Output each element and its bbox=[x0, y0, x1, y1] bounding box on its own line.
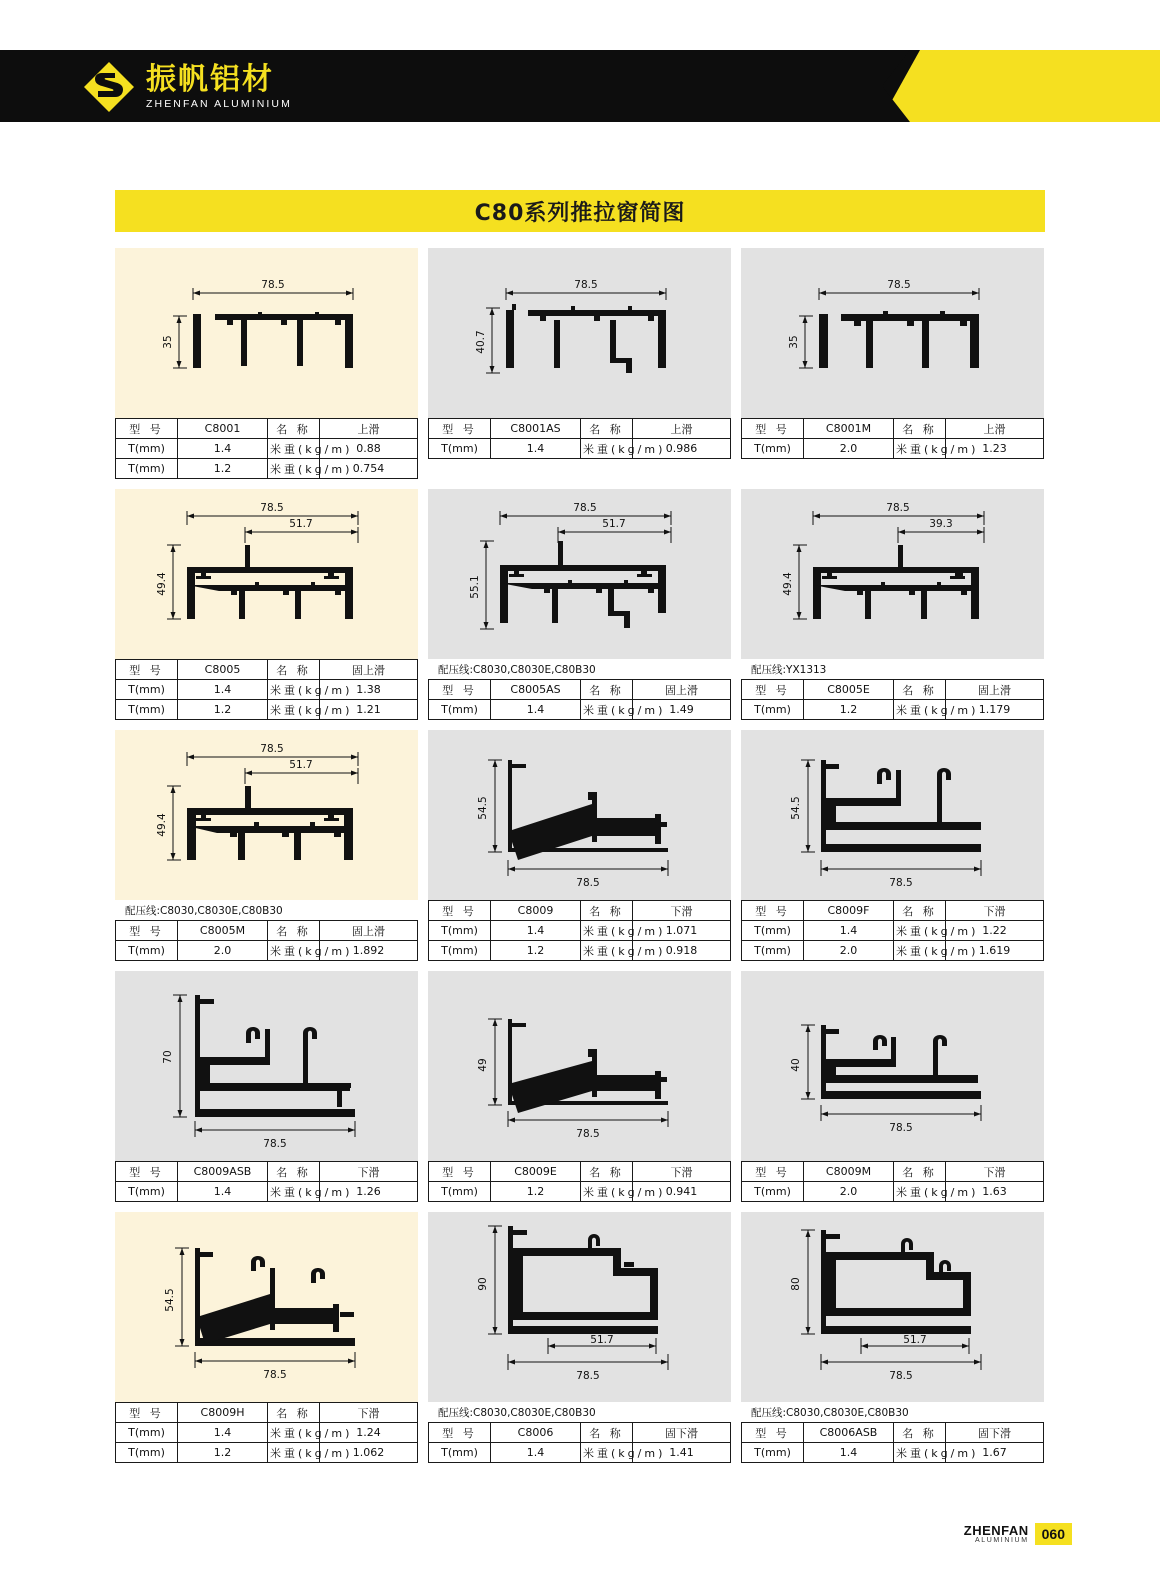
label-thickness: T(mm) bbox=[742, 1182, 804, 1202]
table-row bbox=[116, 1423, 418, 1443]
dim-width-c8001m: 78.5 bbox=[887, 279, 911, 291]
profile-drawing-c8005 bbox=[115, 489, 418, 659]
label-thickness: T(mm) bbox=[116, 1443, 178, 1463]
label-name: 名 称 bbox=[894, 419, 946, 439]
spec-table-c8009m bbox=[741, 1161, 1044, 1202]
value-thickness: 1.4 bbox=[491, 1443, 581, 1463]
value-model: C8009H bbox=[178, 1403, 268, 1423]
value-weight: 1.619 bbox=[946, 941, 1044, 961]
table-row bbox=[429, 1182, 731, 1202]
dim-width-c8009h: 78.5 bbox=[263, 1369, 287, 1381]
dim-height-c8001: 35 bbox=[162, 335, 174, 349]
profile-drawing-c8001m bbox=[741, 248, 1044, 418]
table-row bbox=[742, 419, 1044, 439]
dim-height-c8009e: 49 bbox=[477, 1058, 489, 1072]
label-model: 型 号 bbox=[116, 921, 178, 941]
table-row bbox=[116, 921, 418, 941]
table-row bbox=[116, 419, 418, 439]
label-model: 型 号 bbox=[742, 1423, 804, 1443]
label-weight: 米重(kg/m) bbox=[894, 941, 946, 961]
dim-width-c8005: 78.5 bbox=[260, 502, 284, 514]
brand-name-cn: 振帆铝材 bbox=[146, 62, 274, 98]
label-model: 型 号 bbox=[429, 1162, 491, 1182]
label-weight: 米重(kg/m) bbox=[268, 1443, 320, 1463]
table-row bbox=[742, 680, 1044, 700]
dim-height-c8006asb: 80 bbox=[790, 1277, 802, 1291]
value-name: 下滑 bbox=[633, 901, 731, 921]
dim-inner-c8005e: 39.3 bbox=[929, 518, 953, 530]
label-name: 名 称 bbox=[268, 660, 320, 680]
label-weight: 米重(kg/m) bbox=[581, 941, 633, 961]
dim-width-c8006: 78.5 bbox=[576, 1370, 600, 1382]
table-row bbox=[116, 439, 418, 459]
value-model: C8005AS bbox=[491, 680, 581, 700]
table-row bbox=[116, 941, 418, 961]
table-row bbox=[429, 1162, 731, 1182]
label-model: 型 号 bbox=[116, 1162, 178, 1182]
label-weight: 米重(kg/m) bbox=[894, 921, 946, 941]
value-weight: 0.986 bbox=[633, 439, 731, 459]
label-model: 型 号 bbox=[116, 1403, 178, 1423]
value-name: 固下滑 bbox=[946, 1423, 1044, 1443]
value-weight: 0.88 bbox=[320, 439, 418, 459]
label-model: 型 号 bbox=[742, 419, 804, 439]
value-name: 下滑 bbox=[320, 1162, 418, 1182]
profile-card-c8006 bbox=[428, 1212, 731, 1463]
table-row bbox=[116, 680, 418, 700]
label-name: 名 称 bbox=[581, 419, 633, 439]
value-name: 固上滑 bbox=[946, 680, 1044, 700]
table-row bbox=[742, 1423, 1044, 1443]
profile-card-c8009asb bbox=[115, 971, 418, 1202]
dim-inner-c8006: 51.7 bbox=[590, 1334, 614, 1346]
label-name: 名 称 bbox=[268, 1403, 320, 1423]
dim-inner-c8006asb: 51.7 bbox=[903, 1334, 927, 1346]
dim-height-c8009asb: 70 bbox=[162, 1050, 174, 1064]
value-name: 上滑 bbox=[946, 419, 1044, 439]
value-weight: 0.918 bbox=[633, 941, 731, 961]
pressline-c8006asb: 配压线:C8030,C8030E,C80B30 bbox=[741, 1402, 1044, 1422]
profile-drawing-c8009asb bbox=[115, 971, 418, 1161]
label-weight: 米重(kg/m) bbox=[581, 1182, 633, 1202]
profile-card-c8005as bbox=[428, 489, 731, 720]
value-weight: 1.22 bbox=[946, 921, 1044, 941]
dim-height-c8005m: 49.4 bbox=[156, 813, 168, 837]
value-model: C8006ASB bbox=[804, 1423, 894, 1443]
label-thickness: T(mm) bbox=[116, 1423, 178, 1443]
label-thickness: T(mm) bbox=[742, 941, 804, 961]
label-thickness: T(mm) bbox=[116, 439, 178, 459]
table-row bbox=[742, 1162, 1044, 1182]
profile-card-c8009 bbox=[428, 730, 731, 961]
label-weight: 米重(kg/m) bbox=[894, 1443, 946, 1463]
dim-inner-c8005: 51.7 bbox=[289, 518, 313, 530]
dim-width-c8001as: 78.5 bbox=[574, 279, 598, 291]
label-thickness: T(mm) bbox=[116, 1182, 178, 1202]
table-row bbox=[116, 660, 418, 680]
label-name: 名 称 bbox=[894, 1162, 946, 1182]
label-weight: 米重(kg/m) bbox=[581, 921, 633, 941]
value-name: 上滑 bbox=[320, 419, 418, 439]
value-thickness: 1.4 bbox=[178, 680, 268, 700]
spec-table-c8001m bbox=[741, 418, 1044, 459]
label-name: 名 称 bbox=[268, 419, 320, 439]
table-row bbox=[116, 700, 418, 720]
value-weight: 1.062 bbox=[320, 1443, 418, 1463]
value-thickness: 2.0 bbox=[804, 1182, 894, 1202]
label-thickness: T(mm) bbox=[429, 1182, 491, 1202]
profile-drawing-c8001 bbox=[115, 248, 418, 418]
label-model: 型 号 bbox=[116, 660, 178, 680]
profile-drawing-c8005e bbox=[741, 489, 1044, 659]
label-thickness: T(mm) bbox=[742, 1443, 804, 1463]
value-weight: 1.24 bbox=[320, 1423, 418, 1443]
profile-row bbox=[115, 730, 1045, 961]
table-row bbox=[429, 901, 731, 921]
spec-table-c8001as bbox=[428, 418, 731, 459]
label-weight: 米重(kg/m) bbox=[268, 941, 320, 961]
label-thickness: T(mm) bbox=[429, 921, 491, 941]
value-model: C8005M bbox=[178, 921, 268, 941]
value-thickness: 1.4 bbox=[178, 1423, 268, 1443]
page-title-text: C80系列推拉窗简图 bbox=[474, 200, 686, 226]
value-name: 固上滑 bbox=[320, 660, 418, 680]
label-weight: 米重(kg/m) bbox=[268, 459, 320, 479]
brand-logo bbox=[82, 58, 292, 116]
value-model: C8009E bbox=[491, 1162, 581, 1182]
label-thickness: T(mm) bbox=[429, 941, 491, 961]
profile-card-c8006asb bbox=[741, 1212, 1044, 1463]
spec-table-c8005 bbox=[115, 659, 418, 720]
value-thickness: 1.2 bbox=[491, 941, 581, 961]
dim-width-c8005m: 78.5 bbox=[260, 743, 284, 755]
profile-grid bbox=[115, 248, 1045, 1473]
profile-drawing-c8005m bbox=[115, 730, 418, 900]
value-name: 下滑 bbox=[320, 1403, 418, 1423]
spec-table-c8009f bbox=[741, 900, 1044, 961]
value-thickness: 1.4 bbox=[491, 700, 581, 720]
label-weight: 米重(kg/m) bbox=[581, 700, 633, 720]
value-weight: 1.49 bbox=[633, 700, 731, 720]
dim-height-c8009m: 40 bbox=[790, 1058, 802, 1072]
value-weight: 1.63 bbox=[946, 1182, 1044, 1202]
pressline-c8006: 配压线:C8030,C8030E,C80B30 bbox=[428, 1402, 731, 1422]
profile-card-c8009f bbox=[741, 730, 1044, 961]
page-header bbox=[0, 0, 1160, 140]
dim-height-c8009f: 54.5 bbox=[790, 796, 802, 820]
label-weight: 米重(kg/m) bbox=[268, 700, 320, 720]
value-model: C8009ASB bbox=[178, 1162, 268, 1182]
label-thickness: T(mm) bbox=[742, 921, 804, 941]
spec-table-c8006asb bbox=[741, 1422, 1044, 1463]
value-name: 下滑 bbox=[946, 1162, 1044, 1182]
dim-inner-c8005m: 51.7 bbox=[289, 759, 313, 771]
profile-card-c8005e bbox=[741, 489, 1044, 720]
profile-row bbox=[115, 1212, 1045, 1463]
label-name: 名 称 bbox=[268, 921, 320, 941]
pressline-c8005as: 配压线:C8030,C8030E,C80B30 bbox=[428, 659, 731, 679]
dim-width-c8005e: 78.5 bbox=[886, 502, 910, 514]
footer-brand-name: ZHENFAN bbox=[963, 1522, 1029, 1538]
dim-width-c8005as: 78.5 bbox=[573, 502, 597, 514]
profile-row bbox=[115, 971, 1045, 1202]
value-weight: 0.754 bbox=[320, 459, 418, 479]
pressline-c8005e: 配压线:YX1313 bbox=[741, 659, 1044, 679]
profile-card-c8001as bbox=[428, 248, 731, 479]
value-name: 固上滑 bbox=[633, 680, 731, 700]
profile-card-c8009h bbox=[115, 1212, 418, 1463]
spec-table-c8005as bbox=[428, 679, 731, 720]
value-model: C8005 bbox=[178, 660, 268, 680]
value-model: C8001 bbox=[178, 419, 268, 439]
profile-card-c8009e bbox=[428, 971, 731, 1202]
dim-width-c8009asb: 78.5 bbox=[263, 1138, 287, 1150]
table-row bbox=[429, 1443, 731, 1463]
dim-width-c8009e: 78.5 bbox=[576, 1128, 600, 1140]
spec-table-c8005m bbox=[115, 920, 418, 961]
value-weight: 1.41 bbox=[633, 1443, 731, 1463]
table-row bbox=[116, 459, 418, 479]
profile-card-c8009m bbox=[741, 971, 1044, 1202]
page-number: 060 bbox=[1035, 1523, 1072, 1545]
dim-height-c8009: 54.5 bbox=[477, 796, 489, 820]
value-name: 下滑 bbox=[633, 1162, 731, 1182]
label-weight: 米重(kg/m) bbox=[894, 439, 946, 459]
header-yellow-band bbox=[880, 50, 1160, 122]
label-thickness: T(mm) bbox=[116, 680, 178, 700]
value-weight: 1.26 bbox=[320, 1182, 418, 1202]
table-row bbox=[742, 901, 1044, 921]
label-weight: 米重(kg/m) bbox=[581, 1443, 633, 1463]
profile-row bbox=[115, 489, 1045, 720]
profile-drawing-c8009 bbox=[428, 730, 731, 900]
value-name: 下滑 bbox=[946, 901, 1044, 921]
label-weight: 米重(kg/m) bbox=[268, 1423, 320, 1443]
table-row bbox=[742, 700, 1044, 720]
page-title bbox=[115, 190, 1045, 232]
table-row bbox=[116, 1162, 418, 1182]
label-name: 名 称 bbox=[894, 680, 946, 700]
label-thickness: T(mm) bbox=[429, 439, 491, 459]
value-thickness: 1.4 bbox=[491, 439, 581, 459]
dim-width-c8009: 78.5 bbox=[576, 877, 600, 889]
value-model: C8009M bbox=[804, 1162, 894, 1182]
table-row bbox=[429, 680, 731, 700]
spec-table-c8006 bbox=[428, 1422, 731, 1463]
dim-height-c8001m: 35 bbox=[788, 335, 800, 349]
dim-height-c8005: 49.4 bbox=[156, 572, 168, 596]
label-name: 名 称 bbox=[581, 1162, 633, 1182]
table-row bbox=[742, 1182, 1044, 1202]
value-thickness: 1.2 bbox=[178, 459, 268, 479]
value-weight: 1.23 bbox=[946, 439, 1044, 459]
label-thickness: T(mm) bbox=[742, 700, 804, 720]
profile-row bbox=[115, 248, 1045, 479]
profile-card-c8005 bbox=[115, 489, 418, 720]
label-name: 名 称 bbox=[581, 1423, 633, 1443]
profile-drawing-c8006 bbox=[428, 1212, 731, 1402]
table-row bbox=[429, 700, 731, 720]
dim-inner-c8005as: 51.7 bbox=[602, 518, 626, 530]
dim-width-c8001: 78.5 bbox=[261, 279, 285, 291]
value-thickness: 2.0 bbox=[804, 439, 894, 459]
label-thickness: T(mm) bbox=[742, 439, 804, 459]
table-row bbox=[429, 941, 731, 961]
spec-table-c8005e bbox=[741, 679, 1044, 720]
label-model: 型 号 bbox=[429, 901, 491, 921]
profile-drawing-c8009h bbox=[115, 1212, 418, 1402]
table-row bbox=[116, 1403, 418, 1423]
profile-card-c8005m bbox=[115, 730, 418, 961]
label-name: 名 称 bbox=[894, 901, 946, 921]
value-thickness: 1.4 bbox=[178, 1182, 268, 1202]
label-thickness: T(mm) bbox=[116, 700, 178, 720]
table-row bbox=[429, 439, 731, 459]
label-thickness: T(mm) bbox=[116, 941, 178, 961]
footer-brand-sub: ALUMINIUM bbox=[974, 1537, 1029, 1545]
value-weight: 1.67 bbox=[946, 1443, 1044, 1463]
label-name: 名 称 bbox=[268, 1162, 320, 1182]
label-model: 型 号 bbox=[742, 1162, 804, 1182]
value-weight: 1.071 bbox=[633, 921, 731, 941]
value-model: C8001M bbox=[804, 419, 894, 439]
label-weight: 米重(kg/m) bbox=[268, 680, 320, 700]
value-name: 固上滑 bbox=[320, 921, 418, 941]
profile-drawing-c8009e bbox=[428, 971, 731, 1161]
spec-table-c8001 bbox=[115, 418, 418, 479]
label-thickness: T(mm) bbox=[116, 459, 178, 479]
label-model: 型 号 bbox=[742, 680, 804, 700]
profile-drawing-c8009f bbox=[741, 730, 1044, 900]
value-model: C8006 bbox=[491, 1423, 581, 1443]
profile-drawing-c8001as bbox=[428, 248, 731, 418]
value-name: 上滑 bbox=[633, 419, 731, 439]
value-weight: 1.179 bbox=[946, 700, 1044, 720]
label-model: 型 号 bbox=[429, 1423, 491, 1443]
value-thickness: 1.2 bbox=[178, 1443, 268, 1463]
value-weight: 0.941 bbox=[633, 1182, 731, 1202]
table-row bbox=[116, 1443, 418, 1463]
dim-height-c8001as: 40.7 bbox=[475, 330, 487, 354]
value-weight: 1.38 bbox=[320, 680, 418, 700]
zhenfan-diamond-logo-icon bbox=[82, 60, 136, 114]
profile-drawing-c8005as bbox=[428, 489, 731, 659]
value-thickness: 1.4 bbox=[804, 1443, 894, 1463]
profile-drawing-c8006asb bbox=[741, 1212, 1044, 1402]
table-row bbox=[742, 1443, 1044, 1463]
spec-table-c8009 bbox=[428, 900, 731, 961]
value-thickness: 1.4 bbox=[178, 439, 268, 459]
label-model: 型 号 bbox=[429, 680, 491, 700]
label-weight: 米重(kg/m) bbox=[894, 700, 946, 720]
value-model: C8001AS bbox=[491, 419, 581, 439]
profile-card-c8001 bbox=[115, 248, 418, 479]
value-weight: 1.892 bbox=[320, 941, 418, 961]
label-model: 型 号 bbox=[116, 419, 178, 439]
label-weight: 米重(kg/m) bbox=[268, 439, 320, 459]
label-name: 名 称 bbox=[894, 1423, 946, 1443]
table-row bbox=[742, 439, 1044, 459]
profile-drawing-c8009m bbox=[741, 971, 1044, 1161]
brand-name-en: ZHENFAN ALUMINIUM bbox=[146, 97, 292, 110]
dim-height-c8005e: 49.4 bbox=[782, 572, 794, 596]
label-weight: 米重(kg/m) bbox=[894, 1182, 946, 1202]
value-weight: 1.21 bbox=[320, 700, 418, 720]
label-thickness: T(mm) bbox=[429, 700, 491, 720]
footer-brand bbox=[964, 1524, 1029, 1545]
table-row bbox=[116, 1182, 418, 1202]
dim-height-c8009h: 54.5 bbox=[164, 1288, 176, 1312]
label-thickness: T(mm) bbox=[429, 1443, 491, 1463]
table-row bbox=[429, 419, 731, 439]
label-weight: 米重(kg/m) bbox=[581, 439, 633, 459]
label-model: 型 号 bbox=[742, 901, 804, 921]
label-name: 名 称 bbox=[581, 680, 633, 700]
value-thickness: 1.4 bbox=[804, 921, 894, 941]
dim-height-c8006: 90 bbox=[477, 1277, 489, 1291]
value-thickness: 2.0 bbox=[178, 941, 268, 961]
pressline-c8005m: 配压线:C8030,C8030E,C80B30 bbox=[115, 900, 418, 920]
table-row bbox=[742, 921, 1044, 941]
value-model: C8009 bbox=[491, 901, 581, 921]
value-model: C8005E bbox=[804, 680, 894, 700]
label-model: 型 号 bbox=[429, 419, 491, 439]
table-row bbox=[429, 921, 731, 941]
table-row bbox=[742, 941, 1044, 961]
value-thickness: 2.0 bbox=[804, 941, 894, 961]
label-weight: 米重(kg/m) bbox=[268, 1182, 320, 1202]
dim-width-c8009m: 78.5 bbox=[889, 1122, 913, 1134]
dim-width-c8006asb: 78.5 bbox=[889, 1370, 913, 1382]
dim-width-c8009f: 78.5 bbox=[889, 877, 913, 889]
spec-table-c8009h bbox=[115, 1402, 418, 1463]
label-name: 名 称 bbox=[581, 901, 633, 921]
spec-table-c8009e bbox=[428, 1161, 731, 1202]
value-thickness: 1.2 bbox=[178, 700, 268, 720]
value-thickness: 1.4 bbox=[491, 921, 581, 941]
value-thickness: 1.2 bbox=[804, 700, 894, 720]
profile-card-c8001m bbox=[741, 248, 1044, 479]
dim-height-c8005as: 55.1 bbox=[469, 575, 481, 599]
value-model: C8009F bbox=[804, 901, 894, 921]
page-footer bbox=[964, 1523, 1072, 1545]
value-name: 固下滑 bbox=[633, 1423, 731, 1443]
table-row bbox=[429, 1423, 731, 1443]
spec-table-c8009asb bbox=[115, 1161, 418, 1202]
value-thickness: 1.2 bbox=[491, 1182, 581, 1202]
